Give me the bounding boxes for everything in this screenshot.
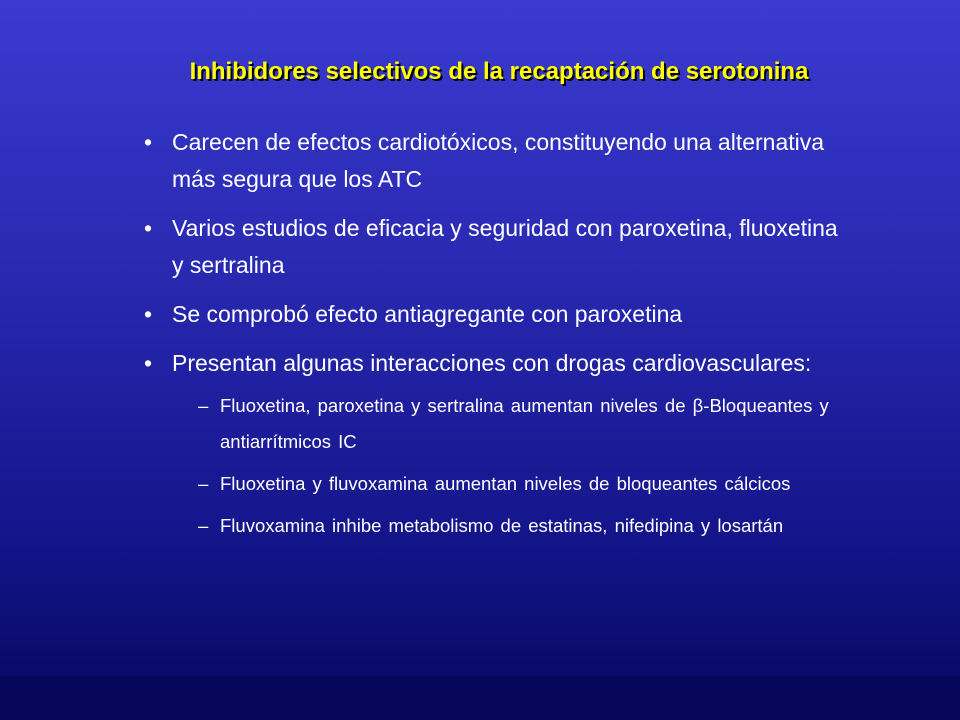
bullet-list (144, 124, 844, 556)
sub-bullet-item (172, 466, 844, 502)
sub-bullet-text: Fluvoxamina inhibe metabolismo de estatinas, nifedipina y losartán (220, 515, 784, 536)
sub-bullet-item (172, 508, 844, 544)
bullet-item (144, 124, 844, 198)
sub-bullet-item (172, 388, 844, 460)
sub-bullet-text: Fluoxetina y fluvoxamina aumentan niveles de bloqueantes cálcicos (220, 473, 791, 494)
bullet-marker: • (144, 301, 153, 327)
bullet-text: Carecen de efectos cardiotóxicos, constituyendo una alternativa más segura que los ATC (172, 129, 825, 192)
bullet-marker: • (144, 215, 153, 241)
bullet-text: Se comprobó efecto antiagregante con paroxetina (172, 301, 683, 327)
bullet-item (144, 210, 844, 284)
sub-bullet-marker: – (198, 473, 209, 494)
sub-bullet-text: Fluoxetina, paroxetina y sertralina aumentan niveles de β-Bloqueantes y antiarrítmicos IC (220, 395, 829, 452)
bullet-item (144, 345, 844, 544)
bullet-marker: • (144, 350, 153, 376)
bullet-text: Varios estudios de eficacia y seguridad con paroxetina, fluoxetina y sertralina (172, 215, 838, 278)
sub-bullet-marker: – (198, 515, 209, 536)
bottom-band (0, 676, 960, 720)
bullet-item (144, 296, 844, 333)
bullet-text: Presentan algunas interacciones con drogas cardiovasculares: (172, 350, 812, 376)
sub-bullet-marker: – (198, 395, 209, 416)
sub-bullet-list (172, 388, 844, 544)
slide-title: Inhibidores selectivos de la recaptación de serotonina (189, 58, 809, 85)
bullet-marker: • (144, 129, 153, 155)
